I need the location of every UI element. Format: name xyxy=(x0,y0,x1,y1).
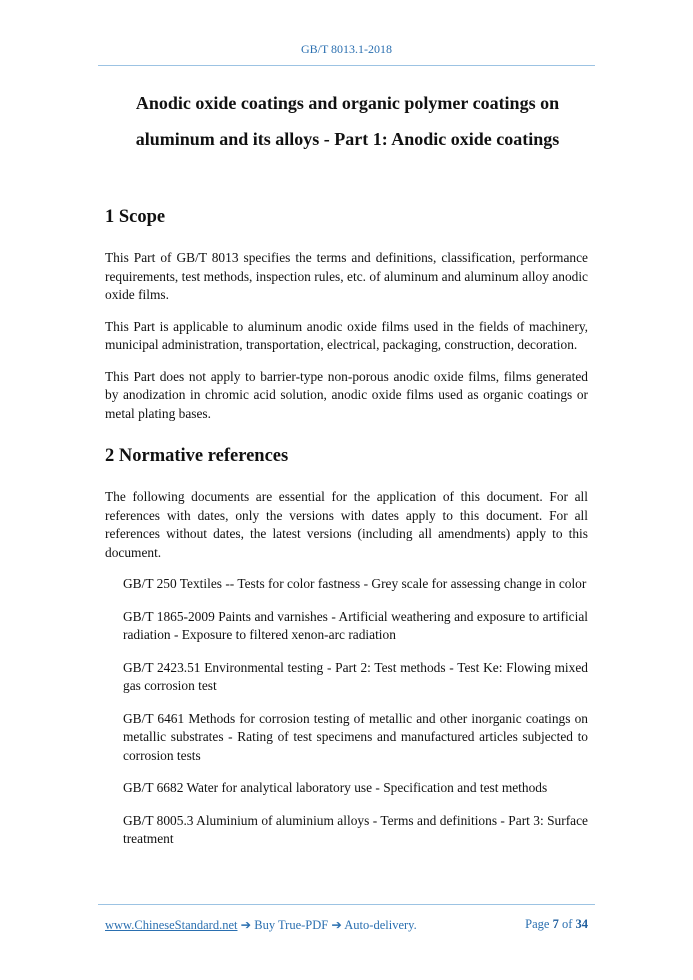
reference-item: GB/T 8005.3 Aluminium of aluminium alloys - Terms and definitions - Part 3: Surface treatment xyxy=(123,812,588,846)
running-header: GB/T 8013.1-2018 xyxy=(300,42,393,56)
reference-list xyxy=(105,575,588,849)
scope-paragraph-2: This Part is applicable to aluminum anodic oxide films used in the fields of machinery, municipal administration, transportation, electrical, packaging, construction, decoration. xyxy=(105,318,588,352)
reference-item: GB/T 6461 Methods for corrosion testing of metallic and other inorganic coatings on metallic substrates - Rating of test specimens and manufactured articles subjected to corrosion tests xyxy=(123,710,588,763)
title-line-2: aluminum and its alloys - Part 1: Anodic oxide coatings xyxy=(135,129,560,149)
reference-item: GB/T 1865-2009 Paints and varnishes - Artificial weathering and exposure to artificial radiation - Exposure to filtered xenon-arc radiation xyxy=(123,608,588,642)
page-total: 34 xyxy=(575,917,588,931)
scope-paragraph-1: This Part of GB/T 8013 specifies the terms and definitions, classification, performance requirements, test methods, inspection rules, etc. of aluminum and aluminum alloy anodic oxide films. xyxy=(105,250,588,302)
buy-link[interactable]: Buy True-PDF xyxy=(254,918,329,932)
reference-item: GB/T 250 Textiles -- Tests for color fastness - Grey scale for assessing change in color xyxy=(123,576,587,591)
header-divider xyxy=(98,65,595,66)
reference-item: GB/T 6682 Water for analytical laboratory use - Specification and test methods xyxy=(123,780,548,795)
footer-promo xyxy=(105,918,417,932)
document-title xyxy=(100,85,595,157)
page-footer xyxy=(105,917,588,933)
reference-item: GB/T 2423.51 Environmental testing - Part 2: Test methods - Test Ke: Flowing mixed gas corrosion test xyxy=(123,659,588,693)
document-body xyxy=(105,204,588,863)
footer-divider xyxy=(98,904,595,905)
section-1-heading: 1 Scope xyxy=(105,207,166,227)
delivery-text: Auto-delivery. xyxy=(344,918,417,932)
site-link[interactable]: www.ChineseStandard.net xyxy=(105,918,238,932)
scope-paragraph-3: This Part does not apply to barrier-type non-porous anodic oxide films, films generated by anodization in chromic acid solution, anodic oxide films used as organic coatings or metal plating bases. xyxy=(105,368,588,421)
arrow-icon: ➔ xyxy=(240,918,252,932)
arrow-icon: ➔ xyxy=(331,918,342,932)
references-intro: The following documents are essential for the application of this document. For all references with dates, only the versions with dates apply to this document. For all references without dates, the latest versions (including all amendments) apply to this document. xyxy=(105,489,588,560)
page-indicator xyxy=(525,917,588,932)
title-line-1: Anodic oxide coatings and organic polymer coatings on xyxy=(135,93,560,113)
page-label: Page xyxy=(525,917,550,931)
page-of: of xyxy=(561,917,573,931)
section-2-heading: 2 Normative references xyxy=(105,446,289,466)
page-current: 7 xyxy=(552,917,559,931)
